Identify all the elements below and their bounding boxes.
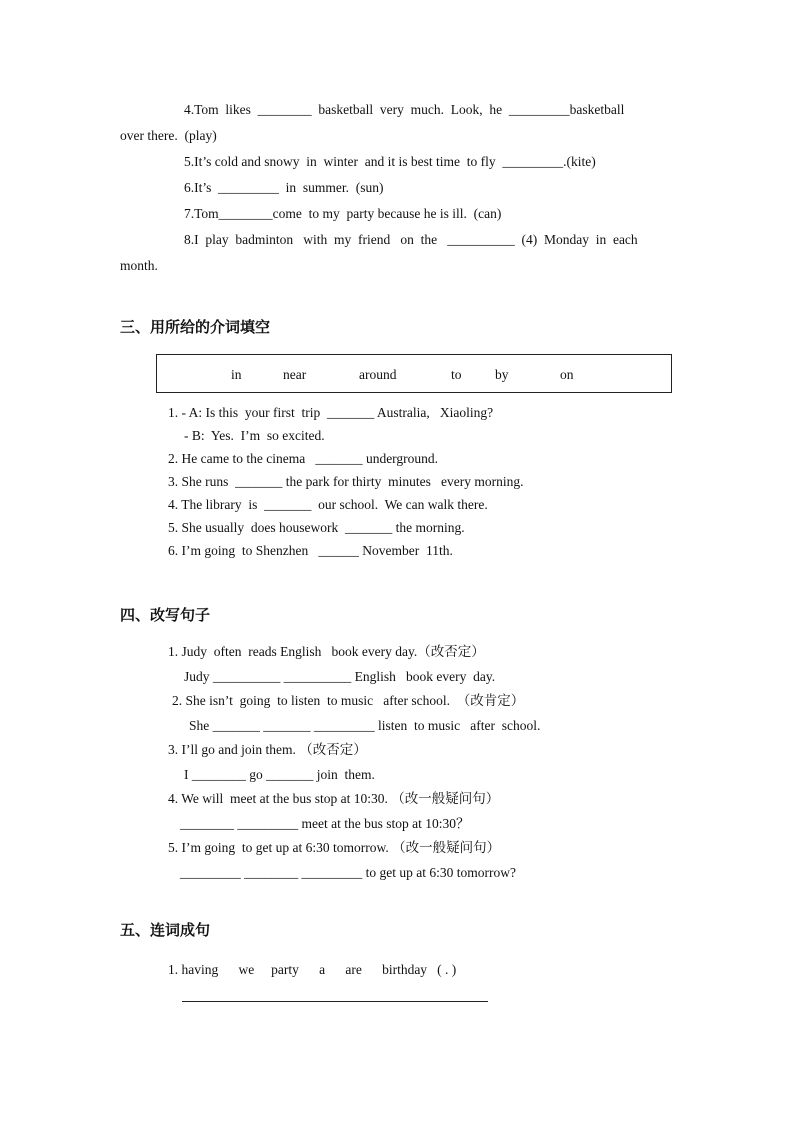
rewrite-answer-3: I ________ go _______ join them. xyxy=(184,767,375,782)
prep-question-3: 3. She runs _______ the park for thirty minutes every morning. xyxy=(168,474,524,489)
word-bank-item: around xyxy=(359,367,397,382)
prep-question-2: 2. He came to the cinema _______ underground. xyxy=(168,451,439,466)
question-8-line-2: month. xyxy=(120,258,158,273)
rewrite-answer-5: _________ ________ _________ to get up at 6:30 tomorrow? xyxy=(180,865,516,880)
word-order-question-1: 1. having we party a are birthday ( . ) xyxy=(168,962,457,977)
prep-question-6: 6. I’m going to Shenzhen ______ November 11th. xyxy=(168,543,453,558)
word-bank-item: on xyxy=(560,367,574,382)
section-heading-rewrite: 四、改写句子 xyxy=(120,606,211,624)
question-4-line-1: 4.Tom likes ________ basketball very much. Look, he _________basketball xyxy=(184,102,625,117)
rewrite-question-3: 3. I’ll go and join them. （改否定） xyxy=(168,742,367,757)
rewrite-question-1: 1. Judy often reads English book every day.（改否定） xyxy=(168,644,485,659)
prep-question-1b: - B: Yes. I’m so excited. xyxy=(184,428,325,443)
rewrite-question-2: 2. She isn’t going to listen to music after school. （改肯定） xyxy=(172,693,525,708)
rewrite-answer-4: ________ _________ meet at the bus stop at 10:30？ xyxy=(180,816,470,831)
rewrite-question-4: 4. We will meet at the bus stop at 10:30. （改一般疑问句） xyxy=(168,791,500,806)
rewrite-answer-2: She _______ _______ _________ listen to music after school. xyxy=(189,718,541,733)
section-heading-word-order: 五、连词成句 xyxy=(120,921,211,939)
word-bank-item: to xyxy=(451,367,462,382)
question-7: 7.Tom________come to my party because he is ill. (can) xyxy=(184,206,502,221)
answer-blank-line xyxy=(182,1001,488,1002)
word-bank-item: in xyxy=(231,367,242,382)
prep-question-4: 4. The library is _______ our school. We can walk there. xyxy=(168,497,488,512)
word-bank-item: by xyxy=(495,367,509,382)
prep-question-1a: 1. - A: Is this your first trip _______ Australia, Xiaoling? xyxy=(168,405,494,420)
word-bank-item: near xyxy=(283,367,307,382)
question-4-line-2: over there. (play) xyxy=(120,128,217,143)
word-bank-box xyxy=(156,354,672,393)
rewrite-question-5: 5. I’m going to get up at 6:30 tomorrow. （改一般疑问句） xyxy=(168,840,501,855)
question-6: 6.It’s _________ in summer. (sun) xyxy=(184,180,384,195)
prep-question-5: 5. She usually does housework _______ the morning. xyxy=(168,520,465,535)
question-5: 5.It’s cold and snowy in winter and it is best time to fly _________.(kite) xyxy=(184,154,596,169)
question-8-line-1: 8.I play badminton with my friend on the __________ (4) Monday in each xyxy=(184,232,638,247)
section-heading-prepositions: 三、用所给的介词填空 xyxy=(120,318,271,336)
rewrite-answer-1: Judy __________ __________ English book every day. xyxy=(184,669,496,684)
